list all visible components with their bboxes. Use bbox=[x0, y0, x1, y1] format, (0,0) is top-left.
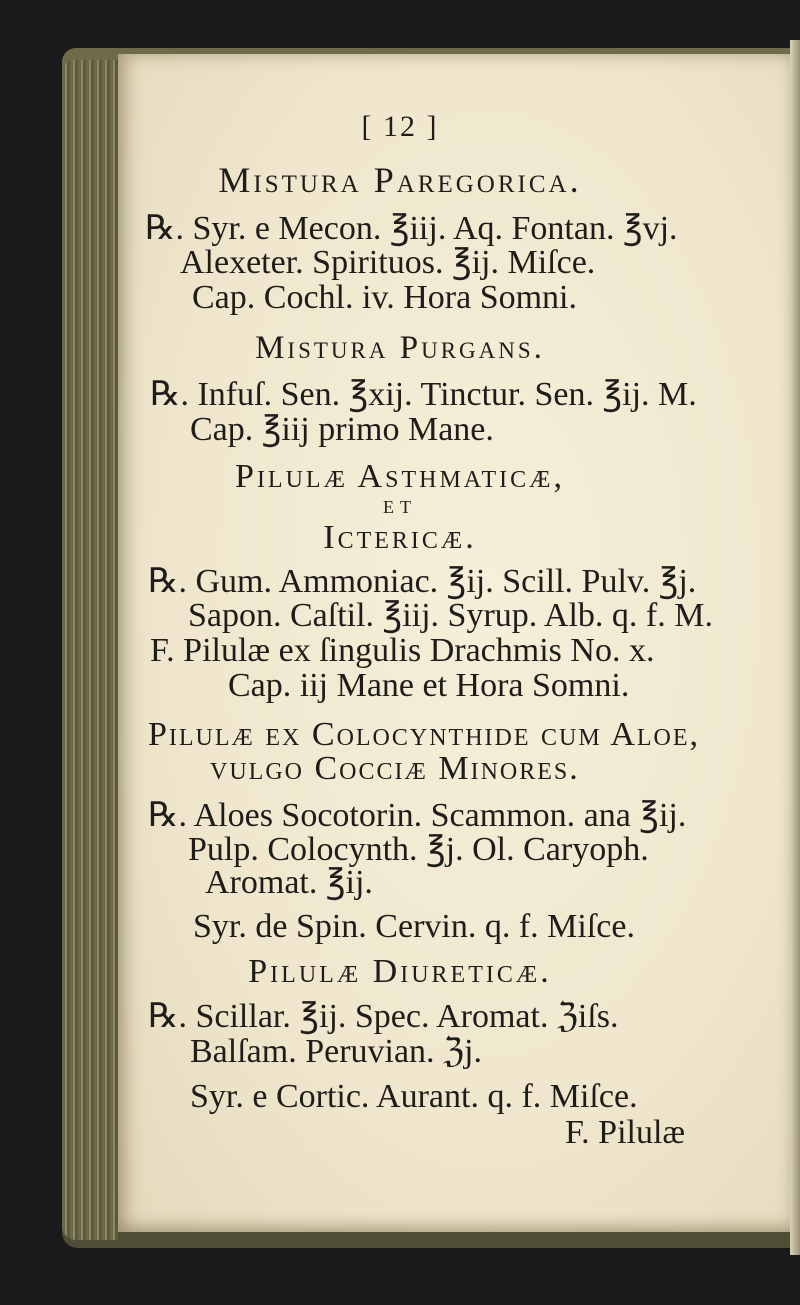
recipe-line: ℞. Infuſ. Sen. ℥xij. Tinctur. Sen. ℥ij. M. bbox=[150, 376, 697, 413]
section-title-ictericae: Ictericæ. bbox=[323, 519, 477, 556]
page-number: [ 12 ] bbox=[361, 110, 439, 143]
section-title-mistura-purgans: Mistura Purgans. bbox=[255, 330, 545, 366]
recipe-line: ℞. Aloes Socotorin. Scammon. ana ℥ij. bbox=[148, 797, 687, 834]
page-right-edge bbox=[790, 40, 800, 1255]
recipe-line: Cap. Cochl. iv. Hora Somni. bbox=[192, 279, 577, 316]
section-title-mistura-paregorica: Mistura Paregorica. bbox=[218, 160, 582, 200]
recipe-line: Pulp. Colocynth. ℥j. Ol. Caryoph. bbox=[188, 831, 649, 868]
recipe-line: Cap. iij Mane et Hora Somni. bbox=[228, 667, 630, 704]
recipe-line: Alexeter. Spirituos. ℥ij. Miſce. bbox=[180, 244, 596, 281]
page-edges bbox=[62, 60, 118, 1240]
section-subtitle-cocciae-minores: vulgo Cocciæ Minores. bbox=[210, 750, 580, 787]
catchword: F. Pilulæ bbox=[565, 1114, 686, 1151]
recipe-line: Aromat. ℥ij. bbox=[205, 864, 373, 901]
recipe-line: ℞. Syr. e Mecon. ℥iij. Aq. Fontan. ℥vj. bbox=[145, 210, 678, 247]
recipe-line: ℞. Scillar. ℥ij. Spec. Aromat. ℨiſs. bbox=[148, 998, 619, 1035]
recipe-line: Syr. e Cortic. Aurant. q. f. Miſce. bbox=[190, 1078, 638, 1115]
recipe-line: Cap. ℥iij primo Mane. bbox=[190, 411, 494, 448]
section-title-pilulae-colocynthide: Pilulæ ex Colocynthide cum Aloe, bbox=[148, 716, 701, 753]
recipe-line: F. Pilulæ ex ſingulis Drachmis No. x. bbox=[150, 632, 655, 669]
recipe-line: Sapon. Caſtil. ℥iij. Syrup. Alb. q. f. M. bbox=[188, 597, 713, 634]
recipe-line: Syr. de Spin. Cervin. q. f. Miſce. bbox=[193, 908, 635, 945]
recipe-line: Balſam. Peruvian. ℨj. bbox=[190, 1033, 482, 1070]
section-title-conjunction: et bbox=[383, 490, 417, 519]
section-title-pilulae-asthmaticae: Pilulæ Asthmaticæ, bbox=[235, 458, 565, 495]
recipe-line: ℞. Gum. Ammoniac. ℥ij. Scill. Pulv. ℥j. bbox=[148, 563, 697, 600]
section-title-pilulae-diureticae: Pilulæ Diureticæ. bbox=[248, 953, 552, 990]
